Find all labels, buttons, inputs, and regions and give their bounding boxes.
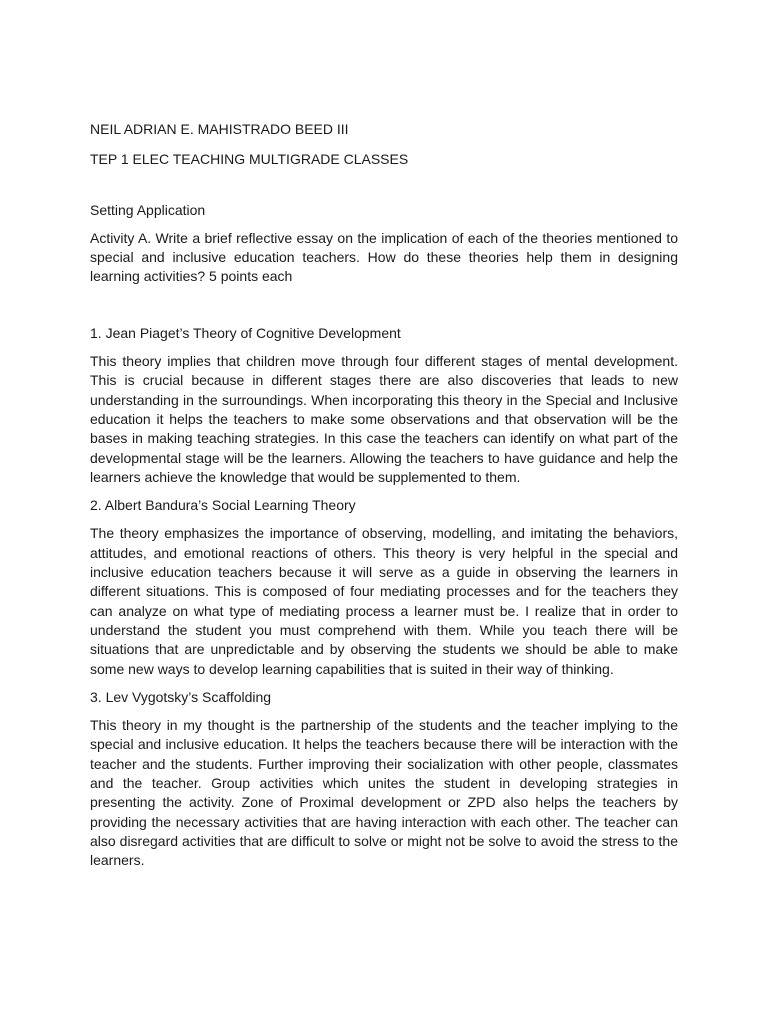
theory-3-body: This theory in my thought is the partnership of the students and the teacher implying to the special and inclusive education. It helps the teachers because there will be interaction with the teacher and the students. Further improving their socialization with other people, classmates and the teacher. Group activities which unites the student in developing strategies in presenting the activity. Zone of Proximal development or ZPD also helps the teachers by providing the necessary activities that are having interaction with each other. The teacher can also disregard activities that are difficult to solve or might not be solve to avoid the stress to the learners. [90, 717, 678, 869]
author-line: NEIL ADRIAN E. MAHISTRADO BEED III [90, 121, 349, 137]
instructions-paragraph: Activity A. Write a brief reflective essay on the implication of each of the theories mentioned to special and inclusive education teachers. How do these theories help them in designing learning activities? 5 points each [90, 229, 678, 285]
document-page [90, 120, 678, 871]
theory-1-body: This theory implies that children move through four different stages of mental development. This is crucial because in different stages there are also discoveries that leads to new understanding in the surroundings. When incorporating this theory in the Special and Inclusive education it helps the teachers to make some observations and that observation will be the bases in making teaching strategies. In this case the teachers can identify on what part of the developmental stage will be the learners. Allowing the teachers to have guidance and help the learners achieve the knowledge that would be supplemented to them. [90, 353, 678, 485]
theory-1-title: 1. Jean Piaget’s Theory of Cognitive Development [90, 324, 401, 341]
theory-2-body: The theory emphasizes the importance of observing, modelling, and imitating the behaviors, attitudes, and emotional reactions of others. This theory is very helpful in the special and inclusive education teachers because it will serve as a guide in observing the learners in different situations. This is composed of four mediating processes and for the teachers they can analyze on what type of mediating process a learner must be. I realize that in order to understand the student you must comprehend with them. While you teach there will be situations that are unpredictable and by observing the students we should be able to make some new ways to develop learning capabilities that is suited in their way of thinking. [90, 525, 678, 677]
theory-2-title: 2. Albert Bandura’s Social Learning Theory [90, 497, 356, 514]
course-line: TEP 1 ELEC TEACHING MULTIGRADE CLASSES [90, 151, 409, 168]
theory-3-title: 3. Lev Vygotsky’s Scaffolding [90, 688, 272, 705]
section-label: Setting Application [90, 201, 206, 218]
